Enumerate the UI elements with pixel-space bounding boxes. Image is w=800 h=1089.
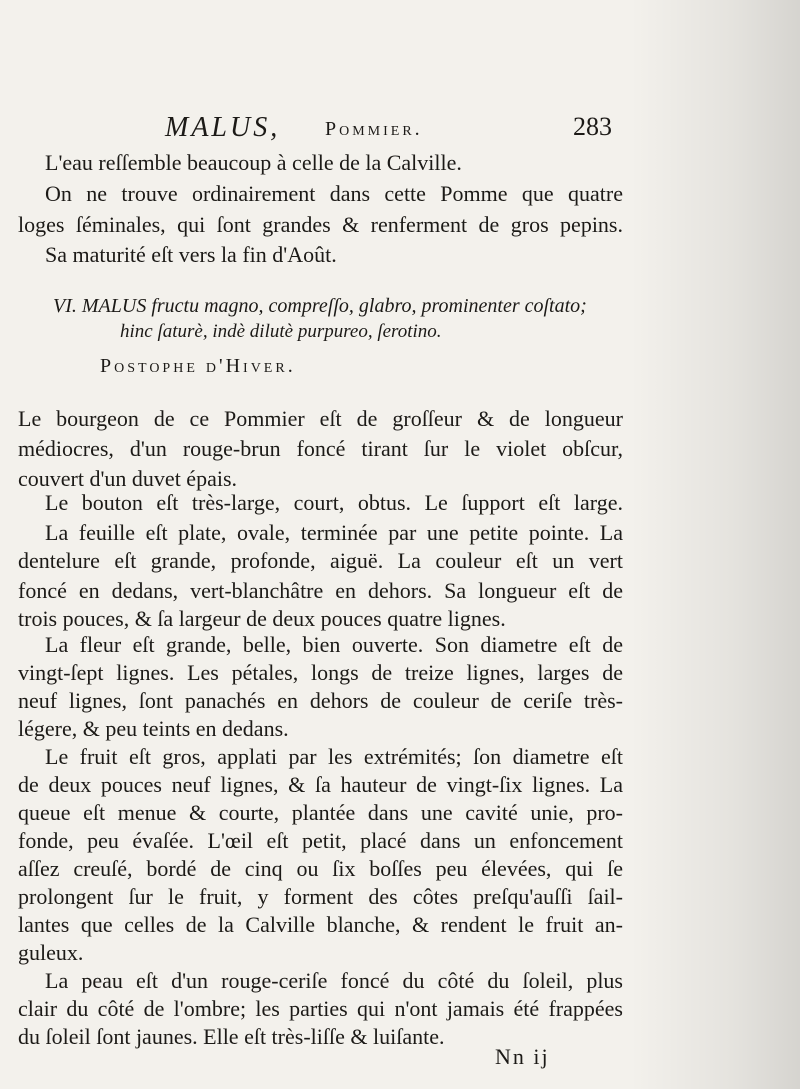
text-line: clair du côté de l'ombre; les parties qui n'ont jamais été frappées [18,996,623,1021]
text-line: aſſez creuſé, bordé de cinq ou ſix boſſes peu élevées, qui ſe [18,856,623,881]
text-line: On ne trouve ordinairement dans cette Pomme que quatre [45,181,623,206]
species-heading-line2: hinc ſaturè, indè dilutè purpureo, ſerotino. [120,321,442,342]
text-line: Le fruit eſt gros, applati par les extrémités; ſon diametre eſt [45,744,623,769]
text-line: La feuille eſt plate, ovale, terminée par une petite pointe. La [45,520,623,545]
text-line: guleux. [18,940,84,965]
text-line: médiocres, d'un rouge-brun foncé tirant ſur le violet obſcur, [18,436,623,461]
text-line: légere, & peu teints en dedans. [18,716,289,741]
text-line: loges ſéminales, qui ſont grandes & renferment de gros pepins. [18,212,623,237]
text-line: foncé en dedans, vert-blanchâtre en dehors. Sa longueur eſt de [18,578,623,603]
text-line: dentelure eſt grande, profonde, aiguë. La couleur eſt un vert [18,548,623,573]
running-subtitle: Pommier. [325,118,423,140]
text-line: Le bouton eſt très-large, court, obtus. Le ſupport eſt large. [45,490,623,515]
page-number: 283 [573,112,612,141]
page-gutter-shadow [630,0,800,1089]
running-title: MALUS, [165,112,281,143]
text-line: queue eſt menue & courte, plantée dans une cavité unie, pro- [18,800,623,825]
text-line: vingt-ſept lignes. Les pétales, longs de treize lignes, larges de [18,660,623,685]
text-line: fonde, peu évaſée. L'œil eſt petit, placé dans un enfoncement [18,828,623,853]
text-line: prolongent ſur le fruit, y forment des côtes preſqu'auſſi ſail- [18,884,623,909]
species-heading-line1: VI. MALUS fructu magno, compreſſo, glabro, prominenter coſtato; [53,295,587,317]
text-line: La peau eſt d'un rouge-ceriſe foncé du côté du ſoleil, plus [45,968,623,993]
text-line: trois pouces, & ſa largeur de deux pouces quatre lignes. [18,606,506,631]
text-line: Sa maturité eſt vers la fin d'Août. [45,242,337,267]
text-line: de deux pouces neuf lignes, & ſa hauteur de vingt-ſix lignes. La [18,772,623,797]
text-line: La fleur eſt grande, belle, bien ouverte. Son diametre eſt de [45,632,623,657]
text-line: couvert d'un duvet épais. [18,466,238,491]
text-line: L'eau reſſemble beaucoup à celle de la Calville. [45,150,462,175]
signature-mark: Nn ij [495,1044,550,1069]
text-line: du ſoleil ſont jaunes. Elle eſt très-liſſe & luiſante. [18,1024,445,1049]
text-line: neuf lignes, ſont panachés en dehors de couleur de ceriſe très- [18,688,623,713]
text-line: lantes que celles de la Calville blanche, & rendent le fruit an- [18,912,623,937]
variety-name: Postophe d'Hiver. [100,355,296,377]
text-line: Le bourgeon de ce Pommier eſt de groſſeur & de longueur [18,406,623,431]
